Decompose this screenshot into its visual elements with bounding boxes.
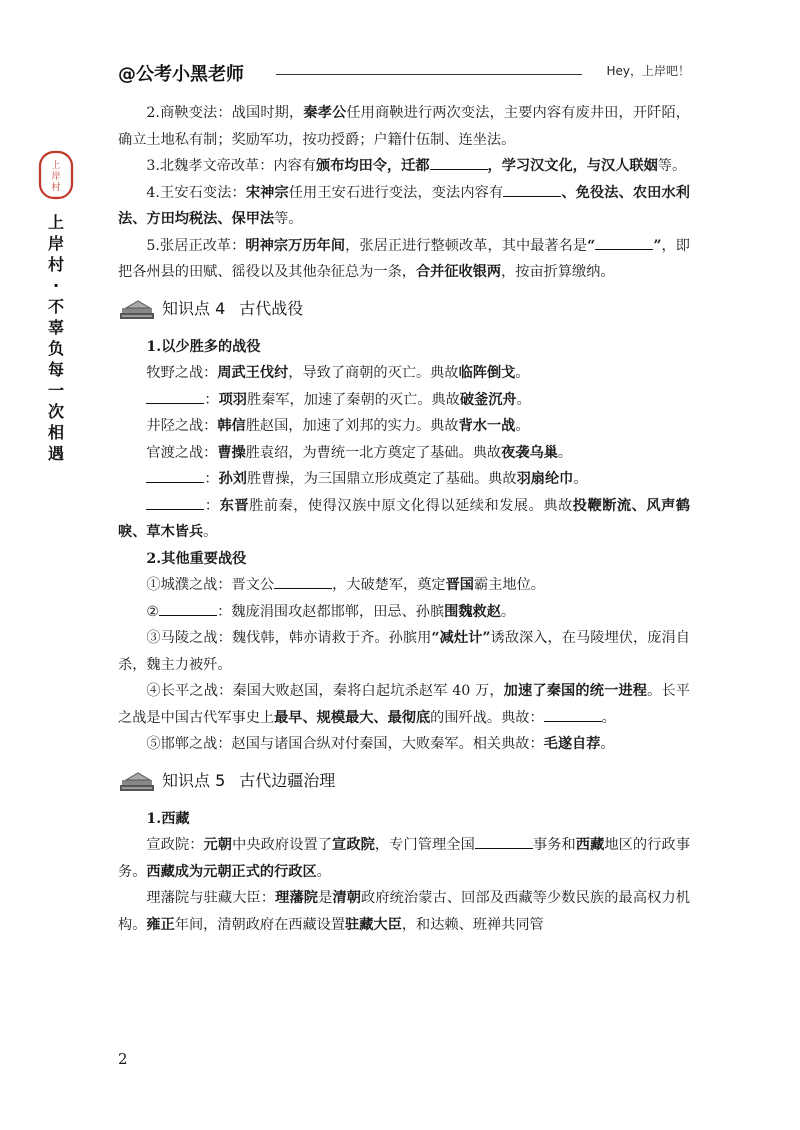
battle-chibi: ：孙刘胜曹操，为三国鼎立形成奠定了基础。典故羽扇纶巾。 — [146, 466, 690, 493]
reform-wang-anshi: 4.王安石变法：宋神宗任用王安石进行变法，变法内容有 、免役法、农田水利法、方田均税法、保甲法等。 — [118, 180, 690, 233]
book-stack-icon — [118, 299, 158, 321]
seal-icon — [38, 150, 74, 200]
battle-julu: ：项羽胜秦军，加速了秦朝的灭亡。典故破釜沉舟。 — [146, 387, 690, 414]
battle-guandu: 官渡之战：曹操胜袁绍，为曹统一北方奠定了基础。典故夜袭乌巢。 — [146, 444, 573, 461]
battle-changping: ④长平之战：秦国大败赵国，秦将白起坑杀赵军 40 万，加速了秦国的统一进程。长平之战是中国古代军事史上最早、规模最大、最彻底的围歼战。典故： 。 — [118, 683, 690, 726]
reform-zhang-juzheng: 5.张居正改革：明神宗万历年间，张居正进行整顿改革，其中最著名是“ ”，即把各州县的田赋、徭役以及其他杂征总为一条，合并征收银两，按亩折算缴纳。 — [118, 233, 690, 286]
subheading-battles-few-win: 1.以少胜多的战役 — [146, 338, 261, 355]
book-stack-icon — [118, 771, 158, 793]
page-header — [118, 58, 690, 92]
section-title: 古代战役 — [239, 299, 304, 319]
battle-handan: ⑤邯郸之战：赵国与诸国合纵对付秦国，大败秦军。相关典故：毛遂自荐。 — [146, 736, 615, 752]
reform-shang-yang: 2.商鞅变法：战国时期，秦孝公任用商鞅进行两次变法，主要内容有废井田，开阡陌，确立土地私有制；奖励军功，按功授爵；户籍什伍制、连坐法。 — [118, 105, 690, 148]
svg-text:上: 上 — [51, 161, 61, 171]
battle-jingxing: 井陉之战：韩信胜赵国，加速了刘邦的实力。典故背水一战。 — [146, 418, 530, 434]
header-author: @公考小黑老师 — [118, 64, 244, 85]
subheading-tibet: 1.西藏 — [146, 810, 190, 827]
battle-guiling: ② ：魏庞涓围攻赵都邯郸，田忌、孙膑围魏救赵。 — [146, 599, 690, 626]
tibet-xuanzhengyuan: 宣政院：元朝中央政府设置了宣政院，专门管理全国 事务和西藏地区的行政事务。西藏成为元朝正式的行政区。 — [118, 832, 690, 885]
battle-maling: ③马陵之战：魏伐韩，韩亦请救于齐。孙膑用“减灶计”诱敌深入，在马陵埋伏，庞涓自杀，魏主力被歼。 — [118, 630, 690, 673]
section-number: 知识点 5 — [162, 771, 226, 791]
header-rule — [276, 74, 582, 75]
side-slogan: 上岸村 · 不辜负每一次相遇 — [47, 213, 64, 463]
section-number: 知识点 4 — [162, 299, 226, 319]
svg-text:村: 村 — [51, 183, 61, 193]
tibet-lifanyuan: 理藩院与驻藏大臣：理藩院是清朝政府统治蒙古、回部及西藏等少数民族的最高权力机构。雍正年间，清朝政府在西藏设置驻藏大臣，和达赖、班禅共同管 — [118, 890, 690, 933]
subheading-other-battles: 2.其他重要战役 — [146, 550, 247, 567]
page-content — [118, 100, 690, 938]
battle-muye: 牧野之战：周武王伐纣，导致了商朝的灭亡。典故临阵倒戈。 — [146, 365, 530, 381]
fill-blank — [146, 467, 204, 483]
fill-blank — [595, 234, 653, 250]
svg-text:岸: 岸 — [51, 172, 61, 182]
fill-blank — [159, 600, 217, 616]
fill-blank — [475, 833, 533, 849]
fill-blank — [430, 154, 488, 170]
fill-blank — [503, 181, 561, 197]
battle-chengpu: ①城濮之战：晋文公 ，大破楚军，奠定晋国霸主地位。 — [146, 572, 690, 599]
page-number: 2 — [118, 1050, 128, 1068]
section-header-4 — [118, 290, 690, 330]
header-slogan: Hey，上岸吧！ — [606, 64, 690, 78]
section-header-5 — [118, 762, 690, 802]
battle-feishui: ：东晋胜前秦，使得汉族中原文化得以延续和发展。典故投鞭断流、风声鹤唳、草木皆兵。 — [118, 493, 690, 546]
fill-blank — [146, 494, 204, 510]
fill-blank — [146, 388, 204, 404]
section-title: 古代边疆治理 — [239, 771, 336, 791]
fill-blank — [544, 706, 602, 722]
fill-blank — [274, 573, 332, 589]
reform-xiaowen: 3.北魏孝文帝改革：内容有颁布均田令，迁都 ，学习汉文化，与汉人联姻等。 — [118, 153, 690, 180]
